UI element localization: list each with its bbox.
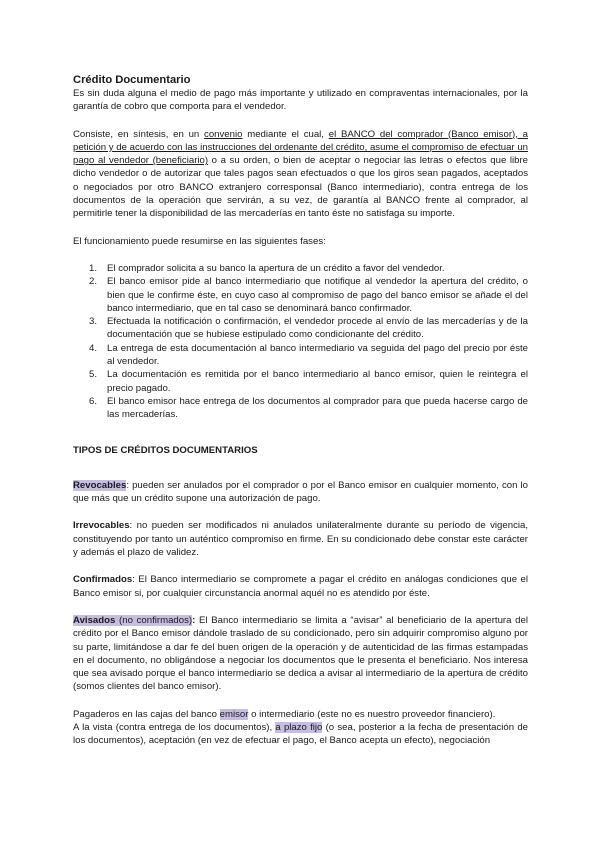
avisados-colon: : — [192, 614, 196, 626]
list-item — [73, 368, 528, 395]
def-text-a: Consiste, en síntesis, en un — [73, 128, 205, 140]
confirmados-paragraph — [73, 573, 528, 600]
list-item — [73, 275, 528, 315]
list-item — [73, 342, 528, 369]
revocables-text: : pueden ser anulados por el comprador o por el Banco emisor en cualquier momento, con lo que más que un crédito supone una autorización de pago. — [73, 479, 528, 505]
confirmados-text: : El Banco intermediario se compromete a pagar el crédito en análogas condiciones que el Banco emisor si, por cualquier circunstancia anormal aquél no es atendido por éste. — [73, 574, 528, 599]
phases-intro: El funcionamiento puede resumirse en las siguientes fases: — [73, 235, 326, 247]
list-item-text: El comprador solicita a su banco la apertura de un crédito a favor del vendedor. — [107, 262, 445, 274]
vista-text-a: A la vista (contra entrega de los documentos), — [73, 721, 276, 733]
vista-text-b: (o sea, posterior a la fecha de presentación de los documentos), aceptación (en vez de efectuar el pago, el Banco acepta un efecto), negociación — [73, 721, 528, 747]
pagaderos-paragraph — [73, 708, 528, 721]
list-item-text: Efectuada la notificación o confirmación, el vendedor procede al envío de las mercaderías y de la documentación que se hubiese estipulado como condicionante del crédito. — [107, 316, 528, 341]
list-item-text: La documentación es remitida por el banco intermediario al banco emisor, quien le reintegra el precio pagado. — [107, 369, 528, 394]
revocables-term: Revocables — [73, 479, 127, 491]
confirmados-term: Confirmados — [73, 574, 133, 586]
pagaderos-text-a: Pagaderos en las cajas del banco — [73, 708, 220, 720]
pagaderos-text-b: o intermediario (este no es nuestro proveedor financiero). — [248, 708, 496, 720]
irrevocables-text: : no pueden ser modificados ni anulados unilateralmente durante su período de vigencia, constituyendo por tanto un auténtico compromiso en firme. En su condicionado debe constar este carácter y además el plazo de validez. — [73, 520, 528, 559]
phases-list — [73, 262, 528, 422]
def-text-c: o a su orden, o bien de aceptar o negociar las letras o efectos que libre dicho vendedor o de autorizar que tales pagos sean efectuados o que los giros sean pagados, aceptados o negociados por otro BANCO extranjero corresponsal (Banco intermediario), contra entrega de los documentos de la operación que servirán, a su vez, de garantía al BANCO frente al comprador, al permitirle tener la disponibilidad de las mercaderías en tanto éste no satisfaga su importe. — [73, 155, 529, 220]
list-item-number: 2. — [89, 276, 98, 288]
list-item-number: 5. — [89, 369, 98, 381]
avisados-term-extra: (no confirmados) — [115, 614, 193, 626]
def-underline-banco: el BANCO del comprador (Banco emisor), a petición y de acuerdo con las instrucciones del ordenante del crédito, asume el compromiso de efectuar un pago al vendedor (beneficiario) — [73, 128, 528, 167]
list-item-text: La entrega de esta documentación al banco intermediario va seguida del pago del precio por éste al vendedor. — [107, 342, 528, 368]
list-item-number: 3. — [89, 316, 98, 328]
list-item — [73, 262, 528, 275]
revocables-paragraph — [73, 479, 528, 506]
doc-title: Crédito Documentario — [73, 74, 191, 86]
intro-paragraph: Es sin duda alguna el medio de pago más importante y utilizado en compraventas internacionales, por la garantía de cobro que comporta para el vendedor. — [73, 88, 528, 113]
list-item-text: El banco emisor hace entrega de los documentos al comprador para que pueda hacerse cargo de las mercaderías. — [107, 395, 528, 421]
avisados-text: El Banco intermediario se limita a “avisar” al beneficiario de la apertura del crédito por el Banco emisor dándole traslado de su condicionado, pero sin adquirir compromiso alguno por su parte, limitándose a dar fe del buen origen de la operación y de autenticidad de las firmas estampadas en el documento, no obligándose a negociar los documentos que le presenta el beneficiario. Nos interesa que sea avisado porque el banco intermediario se dedica a avisar al intermediario de la apertura de crédito (somos clientes del banco emisor). — [73, 614, 528, 693]
def-text-b: mediante el cual, — [242, 128, 329, 140]
list-item-number: 1. — [89, 262, 98, 274]
avisados-paragraph — [73, 614, 528, 694]
irrevocables-paragraph — [73, 519, 528, 559]
list-item-number: 6. — [89, 395, 98, 407]
list-item — [73, 315, 528, 342]
pagaderos-highlight: emisor — [219, 708, 249, 720]
list-item-text: El banco emisor pide al banco intermediario que notifique al vendedor la apertura del crédito, o bien que le confirme éste, en cuyo caso al compromiso de pago del banco emisor se añade el del banco intermediario, que en tal caso se denominará banco confirmador. — [107, 276, 528, 314]
def-underline-convenio: convenio — [204, 128, 243, 140]
list-item-number: 4. — [89, 342, 98, 354]
avisados-term: Avisados — [73, 614, 116, 626]
types-heading: TIPOS DE CRÉDITOS DOCUMENTARIOS — [73, 444, 258, 456]
vista-paragraph — [73, 721, 528, 748]
vista-highlight: a plazo fijo — [275, 721, 323, 733]
definition-paragraph — [73, 128, 528, 221]
list-item — [73, 395, 528, 422]
irrevocables-term: Irrevocables — [73, 520, 130, 532]
